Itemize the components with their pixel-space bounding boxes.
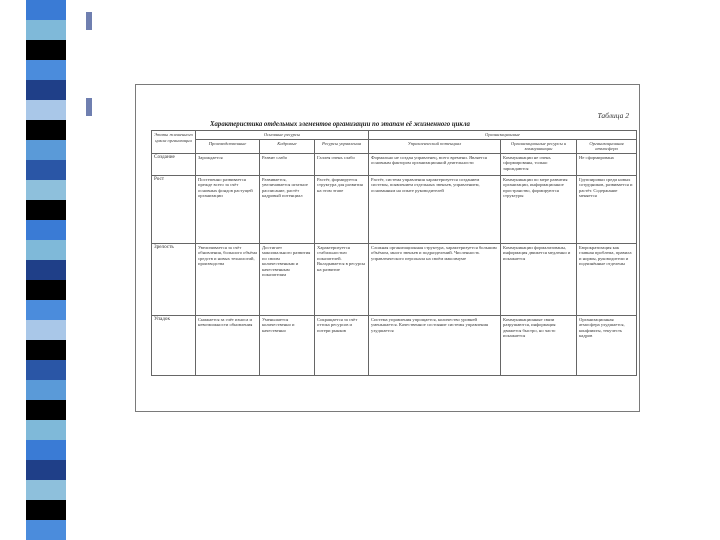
table-cell: Группировки среди новых сотрудников, развивается и растёт. Содержание меняется (577, 175, 637, 243)
header-col: Производственные (196, 139, 260, 153)
table-cell: Достигает максимального развития по своим количественным и качественным показателям (260, 243, 315, 315)
stripe-segment (26, 260, 66, 280)
header-col: Организационная атмосфера (577, 139, 637, 153)
stripe-segment (26, 440, 66, 460)
header-corner: Этапы жизненного цикла организации (152, 131, 196, 154)
stripe-segment (26, 180, 66, 200)
row-stage: Создание (152, 153, 196, 175)
row-stage: Рост (152, 175, 196, 243)
decorative-stripe-bar (26, 0, 66, 540)
stripe-segment (26, 520, 66, 540)
table-cell: Снижается за счёт износа и невозможности обновления (196, 315, 260, 375)
header-col: Кадровые (260, 139, 315, 153)
stripe-segment (26, 0, 66, 20)
stripe-segment (26, 100, 66, 120)
table-cell: Галлея очень слабо (315, 153, 369, 175)
table-cell: Сложная организационная структура, характеризуется большим объёмом, много звеньев и подразделений. Численность управленческого персонала на своём максимуме (369, 243, 501, 315)
header-col: Организационные ресурсы и коммуникации (501, 139, 577, 153)
table-cell: Характеризуется стабильностью показателей. Вкладывается в ресурсы на развитие (315, 243, 369, 315)
stripe-segment (26, 20, 66, 40)
stripe-segment (26, 400, 66, 420)
table-number-label: Таблица 2 (597, 111, 629, 120)
scanned-document (135, 84, 640, 412)
table-row (152, 175, 637, 243)
table-header-row-groups (152, 131, 637, 140)
table-cell: Коммуникации по мере развития организации, информационное пространство, формируются структуры (501, 175, 577, 243)
decorative-accent-top (86, 12, 92, 30)
stripe-segment (26, 300, 66, 320)
table-cell: Сокращается за счёт оттока ресурсов и потери рынков (315, 315, 369, 375)
table-cell: Развивается, увеличивается штатное расписание, растёт кадровый потенциал (260, 175, 315, 243)
decorative-accent-bottom (86, 98, 92, 116)
table-cell: Постепенно развивается прежде всего за счёт основных фондов растущей организации (196, 175, 260, 243)
stripe-segment (26, 340, 66, 360)
stripe-segment (26, 60, 66, 80)
table-cell: Уменьшается количественно и качественно (260, 315, 315, 375)
stripe-segment (26, 200, 66, 220)
table-cell: Коммуникации не очень сформированы, только зарождаются (501, 153, 577, 175)
table-cell: Увеличивается за счёт обновления, большого объёма средств и новых технологий, производства (196, 243, 260, 315)
table-cell: Коммуникационные связи разрушаются, информация движется быстро, но часто искажается (501, 315, 577, 375)
table-cell: Система управления упрощается, количество уровней уменьшается. Качественное состояние системы управления ухудшается (369, 315, 501, 375)
stripe-segment (26, 380, 66, 400)
stripe-segment (26, 240, 66, 260)
header-col: Ресурсы управления (315, 139, 369, 153)
table-cell: Организационная атмосфера ухудшается, конфликты, текучесть кадров (577, 315, 637, 375)
stripe-segment (26, 120, 66, 140)
row-stage: Упадок (152, 315, 196, 375)
header-group-org: Организационные (369, 131, 637, 140)
stripe-segment (26, 40, 66, 60)
table-cell: Зарождается (196, 153, 260, 175)
table-header-row-columns (152, 139, 637, 153)
stripe-segment (26, 80, 66, 100)
stripe-segment (26, 160, 66, 180)
table-cell: Бюрократизация как главная проблема, правила и нормы, руководители и подчинённые отделены (577, 243, 637, 315)
header-group-main: Основные ресурсы (196, 131, 369, 140)
stripe-segment (26, 480, 66, 500)
stripe-segment (26, 460, 66, 480)
table-row (152, 153, 637, 175)
stripe-segment (26, 140, 66, 160)
table-row (152, 243, 637, 315)
stripe-segment (26, 360, 66, 380)
document-title: Характеристика отдельных элементов организации по этапам её жизненного цикла (210, 121, 470, 128)
table-cell: Растёт, формируется структура для развития на этом этапе (315, 175, 369, 243)
table-cell: Коммуникации формализованы, информация движется медленно и искажается (501, 243, 577, 315)
table-cell: Развит слабо (260, 153, 315, 175)
lifecycle-table (151, 130, 637, 376)
table-cell: Формально не создан управленец, всего времени. Является основным фактором организационной деятельности (369, 153, 501, 175)
table-cell: Растёт, система управления характеризуется созданием системы, появлением отдельных звеньев, управлением, основанным на опыте руководителей (369, 175, 501, 243)
stripe-segment (26, 420, 66, 440)
stripe-segment (26, 220, 66, 240)
stripe-segment (26, 280, 66, 300)
table-cell: Не сформирована (577, 153, 637, 175)
table-row (152, 315, 637, 375)
row-stage: Зрелость (152, 243, 196, 315)
header-col: Управленческий потенциал (369, 139, 501, 153)
stripe-segment (26, 320, 66, 340)
stripe-segment (26, 500, 66, 520)
